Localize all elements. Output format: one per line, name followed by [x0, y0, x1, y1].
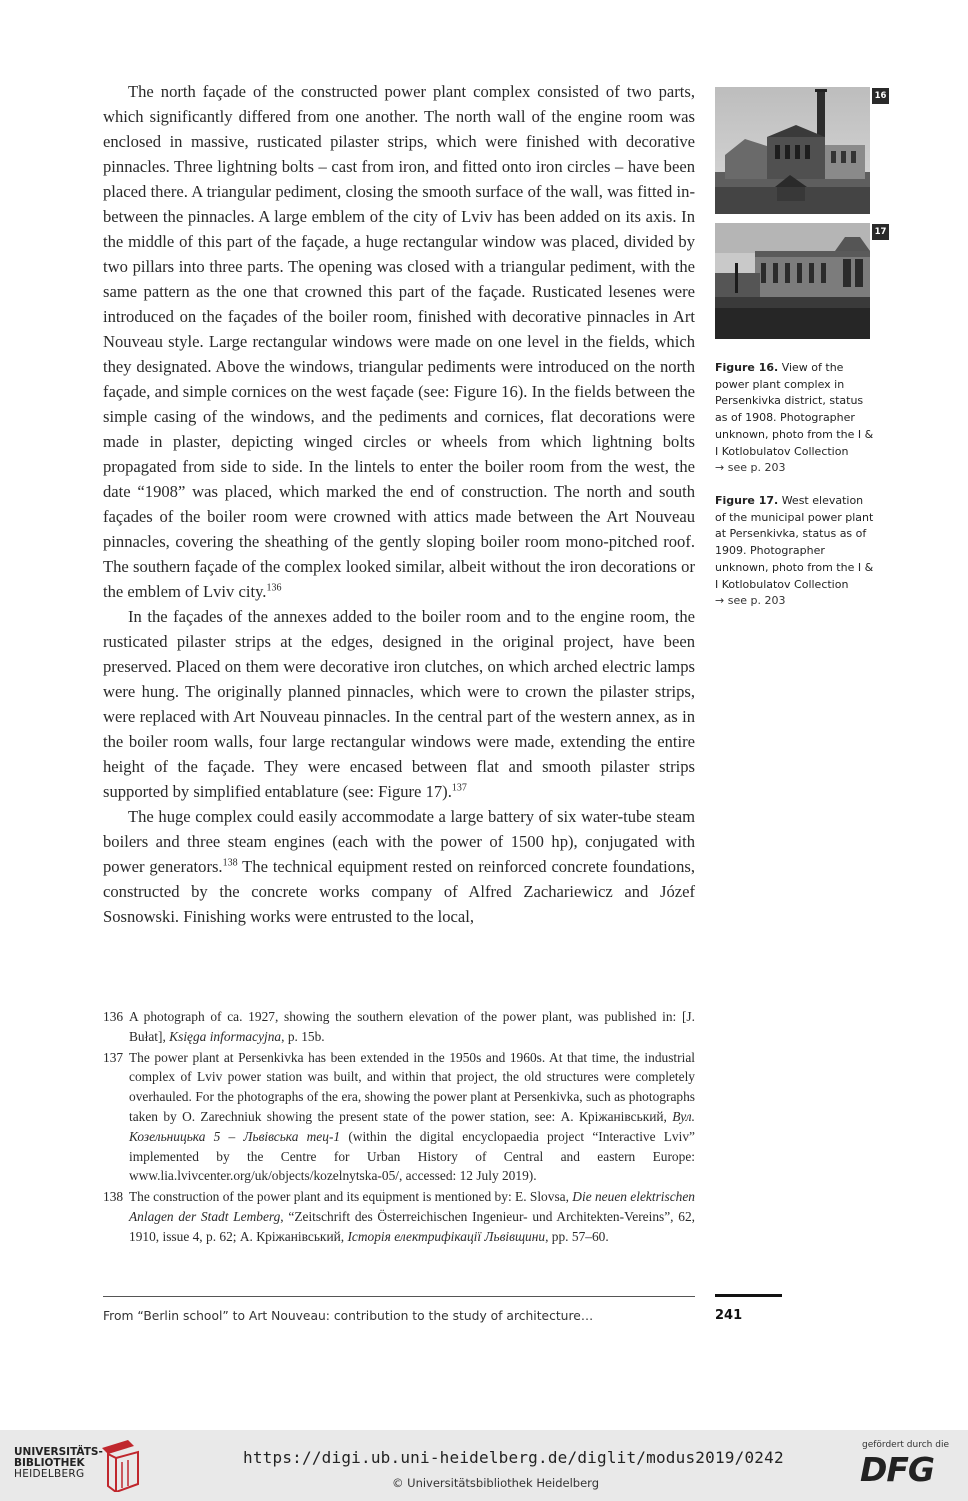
caption-text: West elevation of the municipal power plant at Persenkivka, status as of 1909. Photographer unknown, photo from the I & I Kotlobulatov Collection — [715, 494, 874, 591]
west-elevation-photo-1909 — [715, 223, 870, 339]
footnote-text: The power plant at Persenkivka has been extended in the 1950s and 1960s. At that time, the industrial complex of Lviv power station was built, and within that project, the old structures were completely overhauled. For the photographs of the era, showing the power plant at Persenkivka, such as photographs taken by O. Zarechniuk showing the present state of the power station, see: А. Кріжанівський, — [129, 1049, 695, 1124]
footnote-title: Історія електрифікації Львівщини — [347, 1228, 546, 1244]
paragraph-text: In the façades of the annexes added to the boiler room and to the engine room, the rusticated pilaster strips at the edges, designed in the original project, have been preserved. Placed on them were decorative iron clutches, on which arched electric lamps were hung. The originally planned pinnacles, which were to crown the pilaster strips, were replaced with Art Nouveau pinnacles. In the central part of the western annex, as in the boiler room walls, four large rectangular windows were made, extending the entire height of the façade. They were encased between flat and smooth pilaster strips supported by simplified entablature (see: Figure 17). — [103, 607, 695, 801]
logo-line: UNIVERSITÄTS- — [14, 1446, 103, 1458]
figure-17-photo[interactable] — [715, 223, 870, 339]
footnote-title: Księga informacyjna — [169, 1028, 282, 1044]
footer-rule — [103, 1296, 695, 1297]
see-page-link[interactable]: → see p. 203 — [715, 594, 786, 608]
footnote-ref[interactable]: 138 — [222, 857, 238, 869]
footnote-ref[interactable]: 137 — [451, 782, 467, 794]
paragraph — [103, 804, 695, 929]
dfg-logo[interactable] — [860, 1440, 960, 1492]
page-number-rule — [715, 1294, 782, 1297]
footnote-number: 136 — [103, 1009, 124, 1024]
footnote — [103, 1048, 695, 1187]
figure-16-marker: 16 — [872, 88, 889, 104]
footnotes — [103, 1007, 695, 1248]
figure-17-caption — [715, 493, 875, 610]
permalink-url[interactable]: https://digi.ub.uni-heidelberg.de/diglit/modus2019/0242 — [243, 1448, 784, 1467]
caption-title: Figure 16. — [715, 361, 779, 374]
figure-16-photo[interactable] — [715, 87, 870, 214]
page-number: 241 — [715, 1308, 743, 1323]
footnote-text: (within the digital encyclopaedia project “Interactive Lviv” implemented by the Centre for Urban History of Central and eastern Europe: www.lia.lvivcenter.org/uk/objects/kozelnytska-05/, accessed: 12 July 2019). — [129, 1128, 695, 1184]
logo-line: HEIDELBERG — [14, 1468, 85, 1480]
footnote-ref[interactable]: 136 — [266, 582, 282, 594]
body-text — [103, 79, 695, 929]
paragraph — [103, 79, 695, 604]
footnote-number: 137 — [103, 1049, 124, 1065]
power-plant-photo-1908 — [715, 87, 870, 214]
footnote-number: 138 — [103, 1189, 124, 1205]
footnote-title: Вул. Козельницька 5 – Львівська тец-1 — [129, 1108, 695, 1144]
paragraph-text: The technical equipment rested on reinforced concrete foundations, constructed by the concrete works company of Alfred Zachariewicz and Józef Sosnowski. Finishing works were entrusted to the local, — [103, 857, 695, 926]
footnote-text: The construction of the power plant and its equipment is mentioned by: E. Slovsa, — [129, 1189, 573, 1205]
paragraph-text: The north façade of the constructed power plant complex consisted of two parts, which significantly differed from one another. The north wall of the engine room was enclosed in massive, rusticated pilaster strips, which were finished with decorative pinnacles. Three lightning bolts – cast from iron, and fitted onto iron circles – have been placed there. A triangular pediment, closing the smooth surface of the wall, was fitted in-between the pinnacles. A large emblem of the city of Lviv has been added on its axis. In the middle of this part of the façade, a huge rectangular window was placed, divided by two pillars into three parts. The opening was closed with a triangular pediment, with the same pattern as the one that crowned this part of the façade. Rusticated lesenes were introduced on the façades of the boiler room, finished with decorative pinnacles in Art Nouveau style. Large rectangular windows were made on one level in the fields, which they designated. Above the windows, triangular pediments were introduced on the north façade, and simple cornices on the west façade (see: Figure 16). In the fields between the simple casing of the windows, and the pediments and cornices, flat decorations were made in plaster, depicting winged circles or wheels from which lightning bolts propagated from side to side. In the lintels to enter the boiler room from the west, the date “1908” was placed, which marked the end of construction. The north and south façades of the boiler room were crowned with attics made between the Art Nouveau pinnacles, covering the sheathing of the gently sloping boiler room mono-pitched roof. The southern façade of the complex looked similar, albeit without the iron decorations or the emblem of Lviv city. — [103, 82, 695, 601]
ub-logo-icon — [98, 1440, 144, 1492]
see-page-link[interactable]: → see p. 203 — [715, 461, 786, 475]
footnote — [103, 1007, 695, 1047]
footnote-title: Die neuen elektrischen Anlagen der Stadt Lemberg — [129, 1189, 695, 1224]
logo-line: BIBLIOTHEK — [14, 1457, 85, 1469]
footnote-text: , “Zeitschrift des Österreichischen Ingenieur- und Architekten-Vereins”, 62, 1910, issue 4, p. 62; А. Кріжанівський, — [129, 1208, 695, 1244]
footnote-text: , pp. 57–60. — [545, 1228, 609, 1244]
dfg-wordmark: DFG — [860, 1450, 935, 1489]
footnote — [103, 1187, 695, 1246]
figure-16-caption — [715, 360, 875, 477]
footnote-text: A photograph of ca. 1927, showing the southern elevation of the power plant, was published in: [J. Bułat], — [129, 1009, 695, 1044]
copyright-notice: © Universitätsbibliothek Heidelberg — [392, 1476, 600, 1490]
dfg-funding-note: gefördert durch die — [862, 1440, 949, 1450]
figure-17-marker: 17 — [872, 224, 889, 240]
footnote-text: , p. 15b. — [281, 1028, 325, 1044]
paragraph — [103, 604, 695, 804]
running-title: From “Berlin school” to Art Nouveau: contribution to the study of architecture… — [103, 1309, 594, 1323]
logo-text — [14, 1447, 103, 1480]
paragraph-text: The huge complex could easily accommodate a large battery of six water-tube steam boilers and three steam engines (each with the power of 1500 hp), conjugated with power generators. — [103, 807, 695, 876]
caption-title: Figure 17. — [715, 494, 779, 507]
caption-text: View of the power plant complex in Persenkivka district, status as of 1908. Photographer unknown, photo from the I & I Kotlobulatov Collection — [715, 361, 874, 458]
ub-heidelberg-logo[interactable] — [14, 1440, 144, 1492]
